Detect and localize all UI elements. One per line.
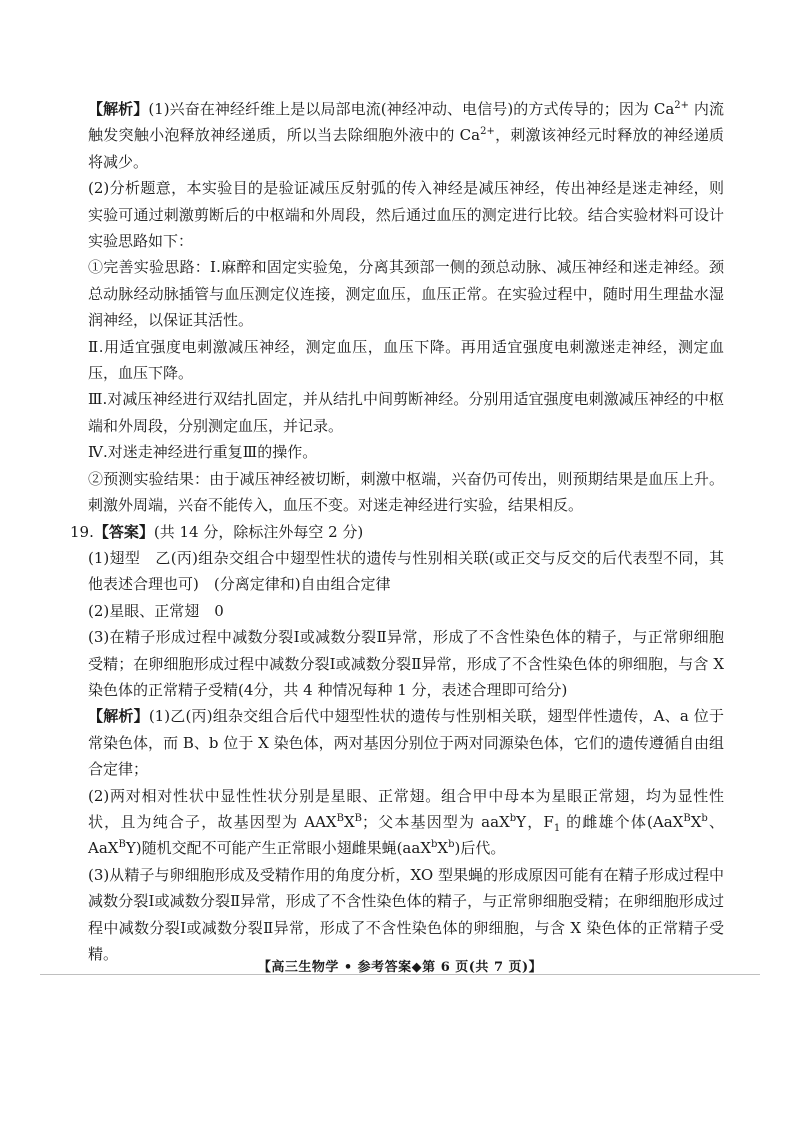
text: Y，F — [516, 812, 554, 831]
text: Y)随机交配不可能产生正常眼小翅雌果蝇(aaX — [125, 839, 432, 858]
score-note: (共 14 分，除标注外每空 2 分) — [153, 522, 364, 541]
superscript: B — [118, 839, 126, 851]
analysis-label: 【解析】 — [88, 707, 149, 726]
superscript: b — [509, 812, 517, 824]
superscript: B — [354, 812, 362, 824]
experiment-step-4: Ⅳ.对迷走神经进行重复Ⅲ的操作。 — [88, 443, 318, 462]
experiment-step-1: ①完善实验思路：Ⅰ.麻醉和固定实验兔，分离其颈部一侧的颈总动脉、减压神经和迷走神经。颈总动脉经动脉插管与血压测定仪连接，测定血压，血压正常。在实验过程中，随时用生理盐水湿润神经，以保证其活性。 — [88, 258, 724, 330]
text: X — [343, 812, 355, 831]
superscript: b — [448, 839, 455, 851]
question-19-header — [70, 519, 724, 545]
superscript: 2+ — [480, 126, 495, 138]
text: 的雌雄个体(AaX — [560, 812, 684, 831]
explanation-3: (3)从精子与卵细胞形成及受精作用的角度分析，XO 型果蝇的形成原因可能有在精子形成过程中减数分裂Ⅰ或减数分裂Ⅱ异常，形成了不含性染色体的精子，与正常卵细胞受精；在卵细胞形成过程中减数分裂Ⅰ或减数分裂Ⅱ异常，形成了不含性染色体的卵细胞，与含 X 染色体的正常精子受精。 — [88, 865, 724, 963]
answer-label: 【答案】 — [93, 522, 154, 541]
text: 内流触发突触小泡释放神经递质，所以当去除细胞外液中的 Ca — [88, 100, 724, 145]
analysis-label: 【解析】 — [88, 100, 149, 118]
text: )后代。 — [454, 839, 506, 858]
analysis-paragraph-2: (2)分析题意，本实验目的是验证减压反射弧的传入神经是减压神经，传出神经是迷走神经，则实验可通过刺激剪断后的中枢端和外周段，然后通过血压的测定进行比较。结合实验材料可设计实验思路如下： — [88, 179, 724, 251]
page-footer: 【高三生物学 • 参考答案◆第 6 页(共 7 页)】 — [257, 960, 543, 975]
superscript: 2+ — [674, 100, 690, 111]
footer-divider — [40, 974, 760, 975]
experiment-step-3: Ⅲ.对减压神经进行双结扎固定，并从结扎中间剪断神经。分别用适宜强度电刺激减压神经的中枢端和外周段，分别测定血压，并记录。 — [88, 390, 724, 435]
experiment-step-2: Ⅱ.用适宜强度电刺激减压神经，测定血压，血压下降。再用适宜强度电刺激迷走神经，测定血压，血压下降。 — [88, 337, 724, 383]
text: X — [437, 839, 449, 858]
text: (1)乙(丙)组杂交组合后代中翅型性状的遗传与性别相关联，翅型伴性遗传，A、a 位于常染色体，而 B、b 位于 X 染色体，两对基因分别位于两对同源染色体，它们的遗传遵循自由组合定律； — [88, 707, 724, 779]
text: (1)兴奋在神经纤维上是以局部电流(神经冲动、电信号)的方式传导的；因为 Ca — [148, 100, 675, 118]
superscript: B — [683, 812, 691, 824]
answer-3: (3)在精子形成过程中减数分裂Ⅰ或减数分裂Ⅱ异常，形成了不含性染色体的精子，与正常卵细胞受精；在卵细胞形成过程中减数分裂Ⅰ或减数分裂Ⅱ异常，形成了不含性染色体的卵细胞，与含 X 染色体的正常精子受精(4分，共 4 种情况每种 1 分，表述合理即可给分) — [88, 628, 724, 699]
analysis-paragraph-1 — [88, 96, 724, 175]
superscript: b — [431, 839, 438, 851]
text: X — [690, 812, 702, 831]
answer-2: (2)星眼、正常翅 0 — [88, 601, 224, 620]
answer-1: (1)翅型 乙(丙)组杂交组合中翅型性状的遗传与性别相关联(或正交与反交的后代表型不同，其他表述合理也可) (分离定律和)自由组合定律 — [88, 548, 724, 594]
text: (2)两对相对性状中显性性状分别是星眼、正常翅。组合甲中母本为星眼正常翅，均为显性性状，且为纯合子，故基因型为 AAX — [88, 786, 724, 831]
subscript: 1 — [553, 822, 561, 834]
text: ；父本基因型为 aaX — [362, 812, 510, 831]
question-number: 19. — [70, 522, 94, 541]
prediction-paragraph: ②预测实验结果：由于减压神经被切断，刺激中枢端，兴奋仍可传出，则预期结果是血压上升。刺激外周端，兴奋不能传入，血压不变。对迷走神经进行实验，结果相反。 — [88, 469, 724, 515]
explanation-2 — [88, 783, 724, 862]
explanation-1 — [88, 703, 724, 782]
text: 、AaX — [88, 812, 724, 858]
text: ，刺激该神经元时释放的神经递质将减少。 — [88, 126, 724, 171]
superscript: B — [336, 812, 344, 824]
superscript: b — [701, 812, 708, 824]
page-content — [70, 96, 724, 967]
